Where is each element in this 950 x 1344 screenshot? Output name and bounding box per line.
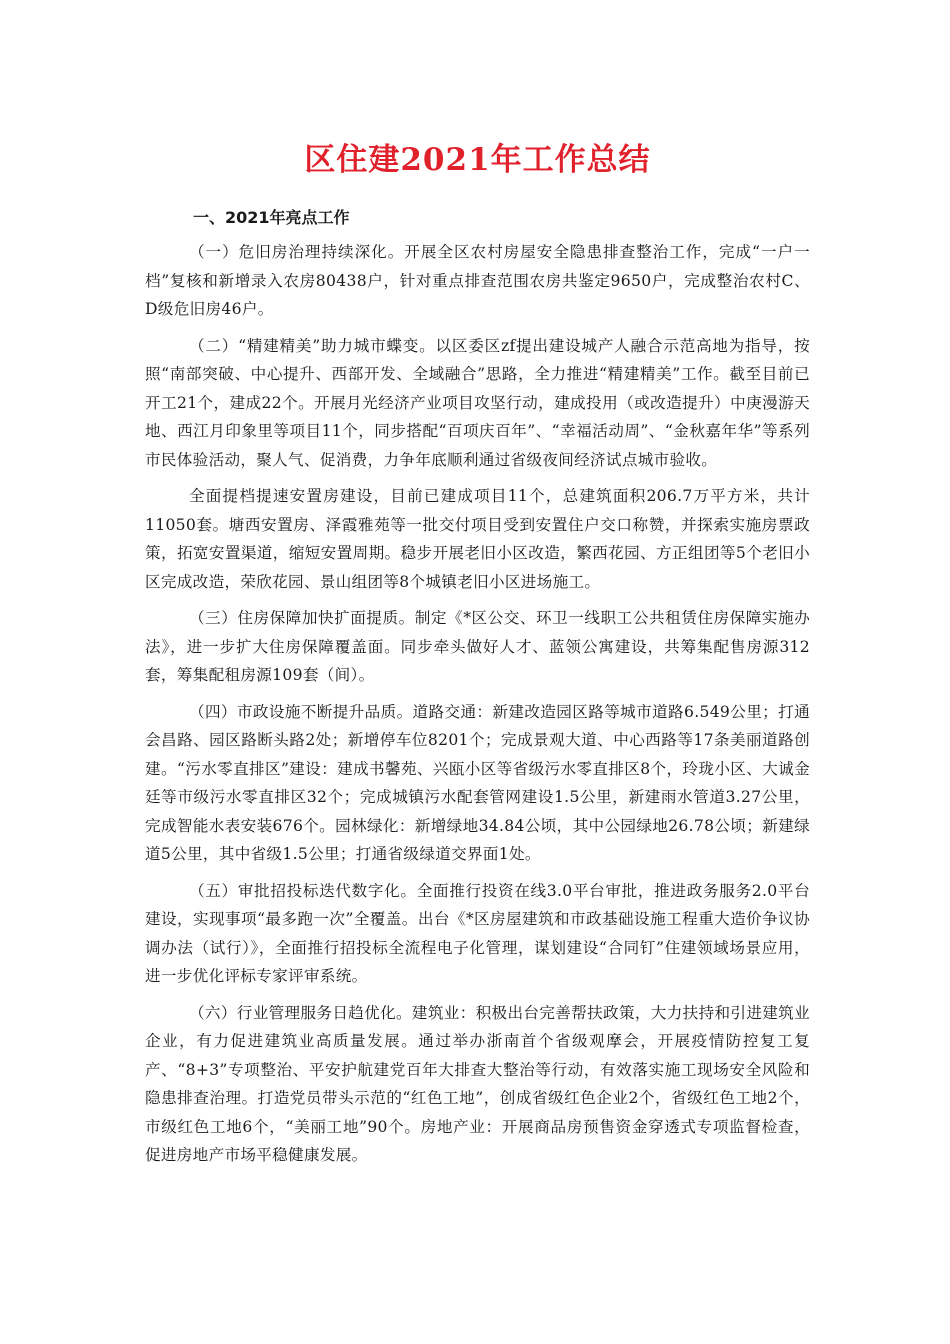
paragraph-4: （三）住房保障加快扩面提质。制定《*区公交、环卫一线职工公共租赁住房保障实施办法》，进一步扩大住房保障覆盖面。同步牵头做好人才、蓝领公寓建设，共筹集配售房源312套，筹集配租房源109套（间）。 (145, 609, 810, 684)
paragraph-3: 全面提档提速安置房建设，目前已建成项目11个，总建筑面积206.7万平方米，共计11050套。塘西安置房、泽霞雅苑等一批交付项目受到安置住户交口称赞，并探索实施房票政策，拓宽安置渠道，缩短安置周期。稳步开展老旧小区改造，繁西花园、方正组团等5个老旧小区完成改造，荣欣花园、景山组团等8个城镇老旧小区进场施工。 (145, 487, 810, 591)
document-title: 区住建2021年工作总结 (304, 142, 651, 178)
section-heading: 一、2021年亮点工作 (193, 208, 350, 227)
paragraph-5: （四）市政设施不断提升品质。道路交通：新建改造园区路等城市道路6.549公里；打通会昌路、园区路断头路2处；新增停车位8201个；完成景观大道、中心西路等17条美丽道路创建。“污水零直排区”建设：建成书馨苑、兴瓯小区等省级污水零直排区8个，玲珑小区、大诚金廷等市级污水零直排区32个；完成城镇污水配套管网建设1.5公里，新建雨水管道3.27公里，完成智能水表安装676个。园林绿化：新增绿地34.84公顷，其中公园绿地26.78公顷；新建绿道5公里，其中省级1.5公里；打通省级绿道交界面1处。 (145, 702, 810, 863)
document-page (145, 140, 810, 1178)
paragraph-6: （五）审批招投标迭代数字化。全面推行投资在线3.0平台审批，推进政务服务2.0平台建设，实现事项“最多跑一次”全覆盖。出台《*区房屋建筑和市政基础设施工程重大造价争议协调办法（试行）》，全面推行招投标全流程电子化管理，谋划建设“合同钉”住建领域场景应用，进一步优化评标专家评审系统。 (145, 881, 810, 985)
paragraph-2: （二）“精建精美”助力城市蝶变。以区委区zf提出建设城产人融合示范高地为指导，按照“南部突破、中心提升、西部开发、全域融合”思路，全力推进“精建精美”工作。截至目前已开工21个，建成22个。开展月光经济产业项目攻坚行动，建成投用（或改造提升）中庚漫游天地、西江月印象里等项目11个，同步搭配“百项庆百年”、“幸福活动周”、“金秋嘉年华”等系列市民体验活动，聚人气、促消费，力争年底顺利通过省级夜间经济试点城市验收。 (145, 336, 810, 469)
paragraph-7: （六）行业管理服务日趋优化。建筑业：积极出台完善帮扶政策，大力扶持和引进建筑业企业，有力促进建筑业高质量发展。通过举办浙南首个省级观摩会，开展疫情防控复工复产、“8+3”专项整治、平安护航建党百年大排查大整治等行动，有效落实施工现场安全风险和隐患排查治理。打造党员带头示范的“红色工地”，创成省级红色企业2个，省级红色工地2个，市级红色工地6个，“美丽工地”90个。房地产业：开展商品房预售资金穿透式专项监督检查，促进房地产市场平稳健康发展。 (145, 1003, 810, 1164)
paragraph-1: （一）危旧房治理持续深化。开展全区农村房屋安全隐患排查整治工作，完成“一户一档”复核和新增录入农房80438户，针对重点排查范围农房共鉴定9650户，完成整治农村C、D级危旧房46户。 (145, 243, 810, 318)
